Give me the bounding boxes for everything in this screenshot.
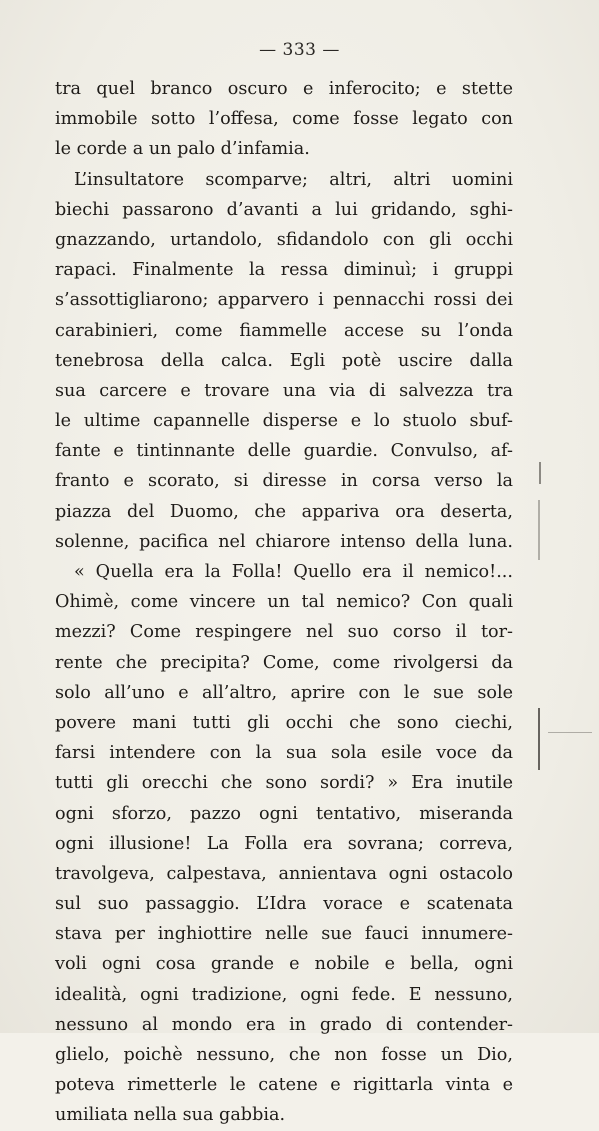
- text-line: rente che precipita? Come, come rivolgersi da: [55, 652, 513, 673]
- text-line: fante e tintinnante delle guardie. Convulso, af-: [55, 441, 513, 462]
- text-line: farsi intendere con la sua sola esile voce da: [55, 743, 513, 764]
- text-line: poteva rimetterle le catene e rigittarla vinta e: [55, 1075, 513, 1096]
- text-line: sua carcere e trovare una via di salvezza tra: [55, 380, 513, 401]
- text-line: franto e scorato, si diresse in corsa verso la: [55, 471, 513, 492]
- page-number: — 333 —: [259, 40, 340, 60]
- text-line: nessuno al mondo era in grado di contender-: [55, 1014, 513, 1035]
- margin-pencil-mark: [538, 708, 540, 770]
- text-line: povere mani tutti gli occhi che sono ciechi,: [55, 712, 513, 733]
- text-line: carabinieri, come fiammelle accese su l’onda: [55, 320, 513, 341]
- text-line: Ohimè, come vincere un tal nemico? Con quali: [55, 592, 513, 613]
- text-line: travolgeva, calpestava, annientava ogni ostacolo: [55, 863, 513, 884]
- text-line: piazza del Duomo, che appariva ora deserta,: [55, 501, 513, 522]
- text-line: solo all’uno e all’altro, aprire con le sue sole: [55, 682, 513, 703]
- margin-pencil-mark: [539, 462, 541, 484]
- text-line: le corde a un palo d’infamia.: [55, 139, 310, 160]
- text-line: tutti gli orecchi che sono sordi? » Era inutile: [55, 773, 513, 794]
- text-line: le ultime capannelle disperse e lo stuolo sbuf-: [55, 411, 513, 432]
- text-line: rapaci. Finalmente la ressa diminuì; i gruppi: [55, 260, 513, 281]
- text-line: idealità, ogni tradizione, ogni fede. E nessuno,: [55, 984, 513, 1005]
- text-line: umiliata nella sua gabbia.: [55, 1105, 286, 1126]
- text-line: gnazzando, urtandolo, sfidandolo con gli occhi: [55, 229, 513, 250]
- text-line: immobile sotto l’offesa, come fosse legato con: [55, 109, 513, 130]
- text-line: sul suo passaggio. L’Idra vorace e scatenata: [55, 894, 513, 915]
- text-line: L’insultatore scomparve; altri, altri uomini: [74, 169, 513, 190]
- text-line: glielo, poichè nessuno, che non fosse un Dio,: [55, 1045, 513, 1065]
- text-line: tenebrosa della calca. Egli potè uscire dalla: [55, 350, 513, 371]
- text-line: solenne, pacifica nel chiarore intenso della luna.: [55, 531, 513, 552]
- text-line: ogni sforzo, pazzo ogni tentativo, miseranda: [55, 803, 513, 824]
- margin-pencil-mark: [548, 732, 592, 733]
- text-line: « Quella era la Folla! Quello era il nemico!...: [74, 562, 513, 582]
- text-line: biechi passarono d’avanti a lui gridando, sghi-: [55, 199, 513, 220]
- text-line: mezzi? Come respingere nel suo corso il tor-: [55, 622, 513, 643]
- margin-pencil-mark: [538, 500, 540, 560]
- body-text: [55, 74, 513, 1131]
- text-line: stava per inghiottire nelle sue fauci innumere-: [55, 924, 513, 945]
- text-line: s’assottigliarono; apparvero i pennacchi rossi dei: [55, 290, 513, 311]
- text-line: ogni illusione! La Folla era sovrana; correva,: [55, 833, 513, 854]
- text-line: voli ogni cosa grande e nobile e bella, ogni: [55, 954, 513, 975]
- text-line: tra quel branco oscuro e inferocito; e stette: [55, 79, 513, 99]
